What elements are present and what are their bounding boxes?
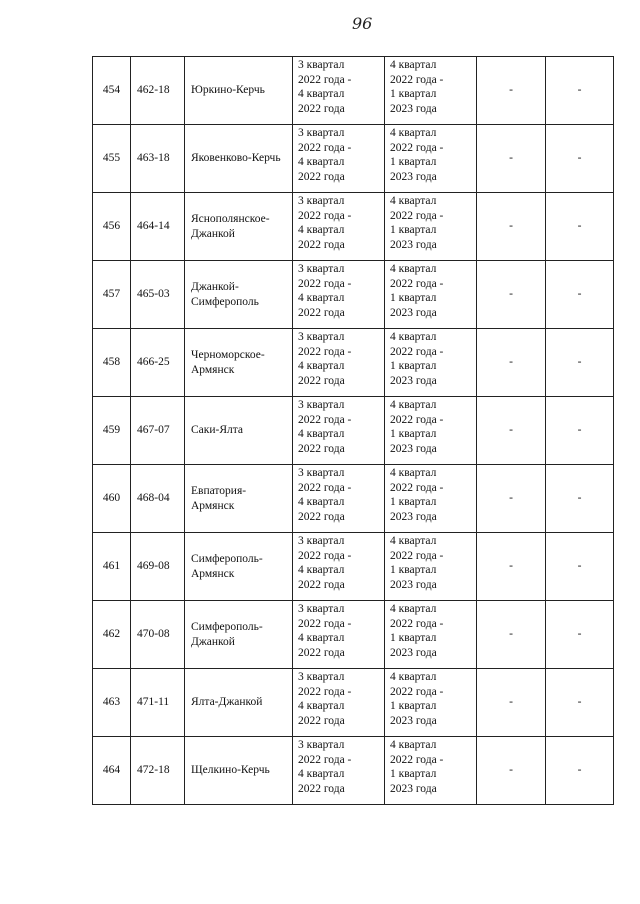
column-6-value: - bbox=[477, 125, 546, 193]
table-row bbox=[93, 737, 614, 805]
row-number: 459 bbox=[93, 397, 131, 465]
route-name: Саки-Ялта bbox=[185, 397, 293, 465]
end-period: 4 квартал 2022 года - 1 квартал 2023 года bbox=[385, 533, 477, 601]
route-name: Щелкино-Керчь bbox=[185, 737, 293, 805]
column-6-value: - bbox=[477, 465, 546, 533]
start-period: 3 квартал 2022 года - 4 квартал 2022 года bbox=[293, 125, 385, 193]
end-period: 4 квартал 2022 года - 1 квартал 2023 года bbox=[385, 601, 477, 669]
column-6-value: - bbox=[477, 193, 546, 261]
row-number: 460 bbox=[93, 465, 131, 533]
end-period: 4 квартал 2022 года - 1 квартал 2023 года bbox=[385, 737, 477, 805]
table-row bbox=[93, 193, 614, 261]
route-code: 469-08 bbox=[131, 533, 185, 601]
route-name: Яковенково-Керчь bbox=[185, 125, 293, 193]
table-row bbox=[93, 533, 614, 601]
start-period: 3 квартал 2022 года - 4 квартал 2022 года bbox=[293, 57, 385, 125]
route-name: Евпатория- Армянск bbox=[185, 465, 293, 533]
routes-table bbox=[92, 56, 614, 805]
start-period: 3 квартал 2022 года - 4 квартал 2022 года bbox=[293, 261, 385, 329]
column-6-value: - bbox=[477, 737, 546, 805]
route-name: Джанкой- Симферополь bbox=[185, 261, 293, 329]
start-period: 3 квартал 2022 года - 4 квартал 2022 года bbox=[293, 533, 385, 601]
table-row bbox=[93, 57, 614, 125]
page-number: 96 bbox=[352, 14, 373, 33]
column-7-value: - bbox=[546, 397, 614, 465]
column-6-value: - bbox=[477, 397, 546, 465]
column-6-value: - bbox=[477, 57, 546, 125]
route-code: 464-14 bbox=[131, 193, 185, 261]
route-name: Юркино-Керчь bbox=[185, 57, 293, 125]
row-number: 456 bbox=[93, 193, 131, 261]
start-period: 3 квартал 2022 года - 4 квартал 2022 года bbox=[293, 669, 385, 737]
start-period: 3 квартал 2022 года - 4 квартал 2022 года bbox=[293, 737, 385, 805]
column-7-value: - bbox=[546, 329, 614, 397]
table-row bbox=[93, 261, 614, 329]
route-code: 468-04 bbox=[131, 465, 185, 533]
column-7-value: - bbox=[546, 193, 614, 261]
table-row bbox=[93, 397, 614, 465]
end-period: 4 квартал 2022 года - 1 квартал 2023 года bbox=[385, 397, 477, 465]
column-6-value: - bbox=[477, 533, 546, 601]
row-number: 454 bbox=[93, 57, 131, 125]
row-number: 463 bbox=[93, 669, 131, 737]
route-name: Яснополянское- Джанкой bbox=[185, 193, 293, 261]
route-name: Симферополь- Джанкой bbox=[185, 601, 293, 669]
column-7-value: - bbox=[546, 669, 614, 737]
route-code: 466-25 bbox=[131, 329, 185, 397]
route-name: Ялта-Джанкой bbox=[185, 669, 293, 737]
end-period: 4 квартал 2022 года - 1 квартал 2023 года bbox=[385, 329, 477, 397]
table-row bbox=[93, 669, 614, 737]
route-name: Симферополь- Армянск bbox=[185, 533, 293, 601]
route-code: 462-18 bbox=[131, 57, 185, 125]
column-7-value: - bbox=[546, 737, 614, 805]
route-code: 465-03 bbox=[131, 261, 185, 329]
column-7-value: - bbox=[546, 57, 614, 125]
start-period: 3 квартал 2022 года - 4 квартал 2022 года bbox=[293, 601, 385, 669]
row-number: 455 bbox=[93, 125, 131, 193]
table-row bbox=[93, 125, 614, 193]
table-row bbox=[93, 601, 614, 669]
table-row bbox=[93, 465, 614, 533]
column-6-value: - bbox=[477, 601, 546, 669]
column-7-value: - bbox=[546, 125, 614, 193]
route-code: 463-18 bbox=[131, 125, 185, 193]
row-number: 461 bbox=[93, 533, 131, 601]
end-period: 4 квартал 2022 года - 1 квартал 2023 года bbox=[385, 193, 477, 261]
route-code: 467-07 bbox=[131, 397, 185, 465]
end-period: 4 квартал 2022 года - 1 квартал 2023 года bbox=[385, 465, 477, 533]
end-period: 4 квартал 2022 года - 1 квартал 2023 года bbox=[385, 125, 477, 193]
start-period: 3 квартал 2022 года - 4 квартал 2022 года bbox=[293, 193, 385, 261]
column-7-value: - bbox=[546, 261, 614, 329]
end-period: 4 квартал 2022 года - 1 квартал 2023 года bbox=[385, 669, 477, 737]
end-period: 4 квартал 2022 года - 1 квартал 2023 года bbox=[385, 261, 477, 329]
route-code: 470-08 bbox=[131, 601, 185, 669]
route-code: 472-18 bbox=[131, 737, 185, 805]
row-number: 462 bbox=[93, 601, 131, 669]
start-period: 3 квартал 2022 года - 4 квартал 2022 года bbox=[293, 329, 385, 397]
column-7-value: - bbox=[546, 465, 614, 533]
row-number: 464 bbox=[93, 737, 131, 805]
route-code: 471-11 bbox=[131, 669, 185, 737]
row-number: 457 bbox=[93, 261, 131, 329]
column-6-value: - bbox=[477, 329, 546, 397]
column-7-value: - bbox=[546, 533, 614, 601]
column-6-value: - bbox=[477, 669, 546, 737]
start-period: 3 квартал 2022 года - 4 квартал 2022 года bbox=[293, 397, 385, 465]
start-period: 3 квартал 2022 года - 4 квартал 2022 года bbox=[293, 465, 385, 533]
end-period: 4 квартал 2022 года - 1 квартал 2023 года bbox=[385, 57, 477, 125]
column-6-value: - bbox=[477, 261, 546, 329]
route-name: Черноморское- Армянск bbox=[185, 329, 293, 397]
row-number: 458 bbox=[93, 329, 131, 397]
column-7-value: - bbox=[546, 601, 614, 669]
table-row bbox=[93, 329, 614, 397]
